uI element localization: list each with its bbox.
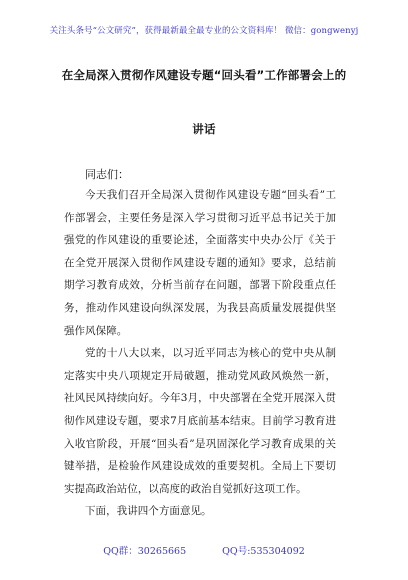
header-promo-note: 关注头条号“公文研究”，获得最新最全最专业的公文资料库！ 微信：gongwenyj	[49, 26, 359, 36]
document-title-line-2: 讲话	[192, 122, 216, 136]
paragraph-2: 党的十八大以来，以习近平同志为核心的党中央从制定落实中央八项规定开局破题，推动党风政风焕然一新，社风民风持续向好。今年3月，中央部署在全党开展深入贯彻作风建设专题，要求7月底前基本结束。目前学习教育进入收官阶段，开展“回头看”是巩固深化学习教育成果的关键举措，是检验作风建设成效的重要契机。全局上下要切实提高政治站位，以高度的政治自觉抓好这项工作。	[64, 347, 336, 495]
footer-contact	[0, 543, 408, 557]
document-title-line-1: 在全局深入贯彻作风建设专题“回头看”工作部署会上的	[61, 68, 347, 82]
salutation: 同志们：	[85, 168, 129, 181]
paragraph-3: 下面，我讲四个方面意见。	[85, 505, 212, 518]
footer-qq-group: QQ群：30265665	[103, 546, 187, 557]
footer-qq-number: QQ号:535304092	[222, 546, 305, 557]
document-body	[64, 184, 336, 523]
paragraph-1: 今天我们召开全局深入贯彻作风建设专题“回头看”工作部署会，主要任务是深入学习贯彻习近平总书记关于加强党的作风建设的重要论述，全面落实中央办公厅《关于在全党开展深入贯彻作风建设专题的通知》要求，总结前期学习教育成效，分析当前存在问题，部署下阶段重点任务，推动作风建设向纵深发展，为我县高质量发展提供坚强作风保障。	[64, 189, 336, 337]
